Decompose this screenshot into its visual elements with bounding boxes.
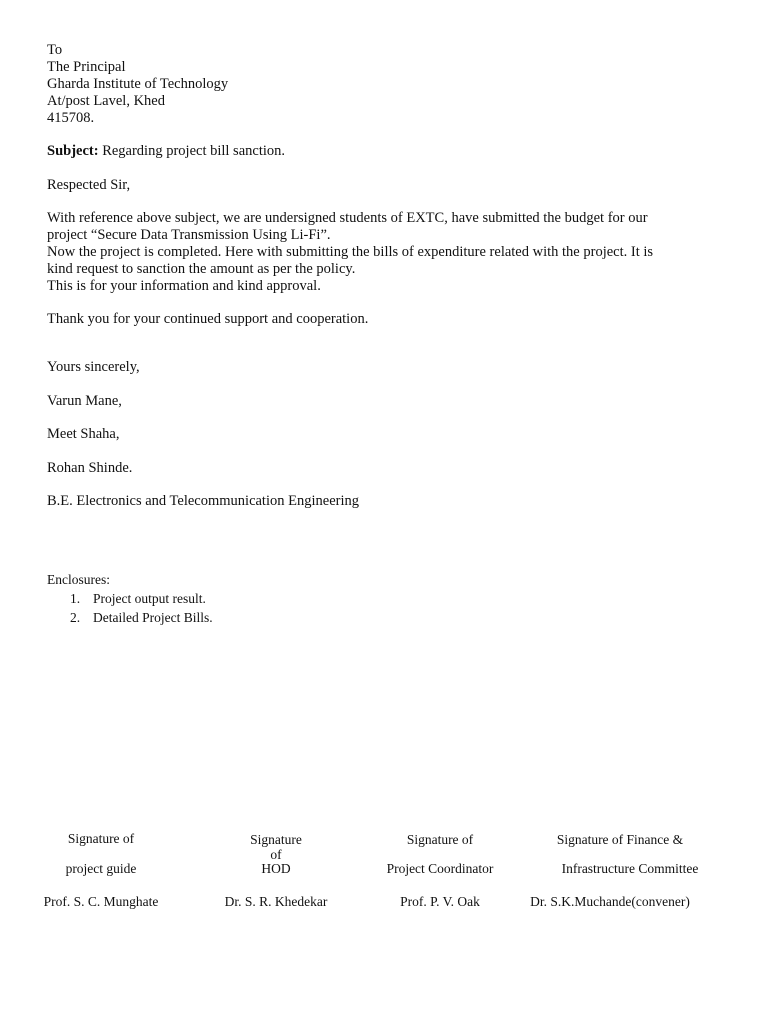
signatory-name: Rohan Shinde. (47, 460, 133, 476)
enclosures-list (70, 589, 213, 627)
list-item-number: 1. (70, 591, 81, 606)
department: B.E. Electronics and Telecommunication Engineering (47, 493, 359, 509)
signature-name: Dr. S. R. Khedekar (224, 894, 328, 909)
salutation: Respected Sir, (47, 177, 131, 193)
body-line-1: With reference above subject, we are undersigned students of EXTC, have submitted the budget for our (47, 210, 648, 226)
list-item-text: Detailed Project Bills. (93, 610, 213, 625)
signature-name: Dr. S.K.Muchande(convener) (530, 894, 690, 909)
signature-label: Signature of (406, 832, 474, 847)
thanks-line: Thank you for your continued support and cooperation. (47, 311, 369, 327)
list-item-text: Project output result. (93, 591, 206, 606)
closing: Yours sincerely, (47, 359, 140, 375)
subject-label: Subject: (47, 143, 99, 159)
enclosures-label: Enclosures: (47, 572, 110, 587)
signature-role: HOD (261, 861, 291, 876)
recipient-address: At/post Lavel, Khed (47, 93, 165, 109)
signature-role: Infrastructure Committee (561, 861, 699, 876)
list-item (70, 589, 213, 608)
signature-label: Signature (250, 832, 302, 847)
to-line: To (47, 42, 63, 58)
subject-text: Regarding project bill sanction. (102, 143, 286, 159)
signature-label-of: of (270, 847, 282, 862)
recipient-pin: 415708. (47, 110, 95, 126)
signature-name: Prof. S. C. Munghate (43, 894, 159, 909)
signatory-name: Varun Mane, (47, 393, 122, 409)
signature-role: Project Coordinator (386, 861, 494, 876)
list-item (70, 608, 213, 627)
signature-name: Prof. P. V. Oak (400, 894, 480, 909)
body-line-3: Now the project is completed. Here with submitting the bills of expenditure related with the project. It is (47, 244, 654, 260)
signature-role: project guide (65, 861, 137, 876)
body-line-2: project “Secure Data Transmission Using Li-Fi”. (47, 227, 331, 243)
subject-line (47, 143, 285, 160)
body-line-5: This is for your information and kind approval. (47, 278, 321, 294)
recipient-institute: Gharda Institute of Technology (47, 76, 229, 92)
list-item-number: 2. (70, 610, 81, 625)
signature-label: Signature of Finance & (556, 832, 684, 847)
body-line-4: kind request to sanction the amount as per the policy. (47, 261, 356, 277)
signature-label: Signature of (67, 831, 135, 846)
recipient-title: The Principal (47, 59, 126, 75)
signatory-name: Meet Shaha, (47, 426, 120, 442)
